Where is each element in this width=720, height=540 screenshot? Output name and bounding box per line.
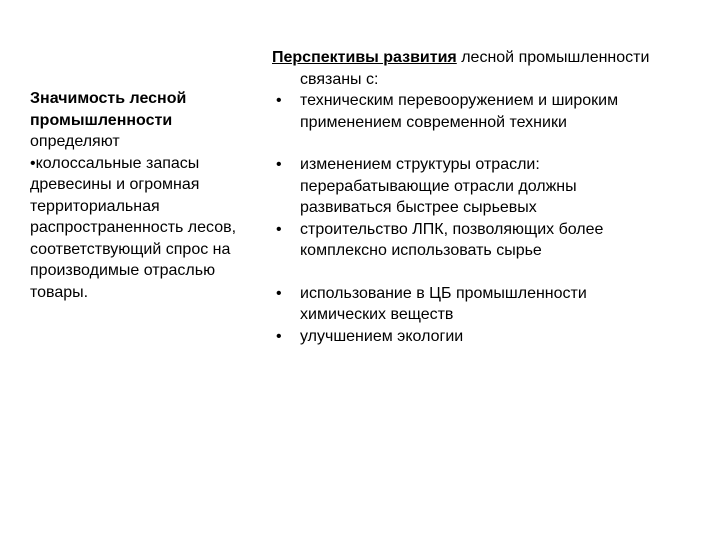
heading-line2: связаны с:	[300, 70, 379, 88]
list-item-line: улучшением экологии	[300, 327, 464, 345]
right-column	[262, 47, 712, 347]
left-text-line: производимые отраслью	[30, 262, 216, 279]
list-item-line: химических веществ	[300, 306, 454, 323]
left-text-line: соответствующий спрос на	[30, 240, 231, 258]
heading-line1	[272, 47, 712, 69]
bullet-icon: •	[276, 156, 282, 173]
right-heading	[262, 47, 712, 90]
list-item-line: комплексно использовать сырье	[300, 242, 542, 259]
bullet-icon: •	[276, 92, 282, 109]
left-text-line: определяют	[30, 133, 120, 150]
left-title-line1: Значимость лесной	[30, 90, 187, 107]
list-item	[262, 90, 712, 133]
heading-underlined: Перспективы развития	[272, 49, 457, 66]
bullet-icon: •	[276, 327, 282, 345]
list-item-line: изменением структуры отрасли:	[300, 156, 540, 173]
list-item	[262, 326, 712, 348]
list-item-line: техническим перевооружением и широким	[300, 92, 619, 109]
list-item	[262, 154, 712, 219]
left-text-line: товары.	[30, 283, 89, 301]
list-item-line: применением современной техники	[300, 113, 567, 131]
list-item-line: использование в ЦБ промышленности	[300, 284, 587, 302]
list-item-line: строительство ЛПК, позволяющих более	[300, 220, 604, 238]
left-text-line: территориальная	[30, 197, 160, 215]
list-item	[262, 283, 712, 326]
left-text-line: распространенность лесов,	[30, 219, 237, 236]
left-title-line2: промышленности	[30, 111, 173, 129]
heading-rest: лесной промышленности	[456, 49, 650, 66]
left-column	[30, 88, 275, 303]
left-text-line: древесины и огромная	[30, 176, 200, 193]
bullet-icon: •	[276, 284, 282, 302]
left-text-line: •колоссальные запасы	[30, 154, 200, 172]
list-item	[262, 219, 712, 262]
list-item-line: развиваться быстрее сырьевых	[300, 199, 537, 216]
list-item-line: перерабатывающие отрасли должны	[300, 177, 577, 195]
bullet-icon: •	[276, 220, 282, 238]
